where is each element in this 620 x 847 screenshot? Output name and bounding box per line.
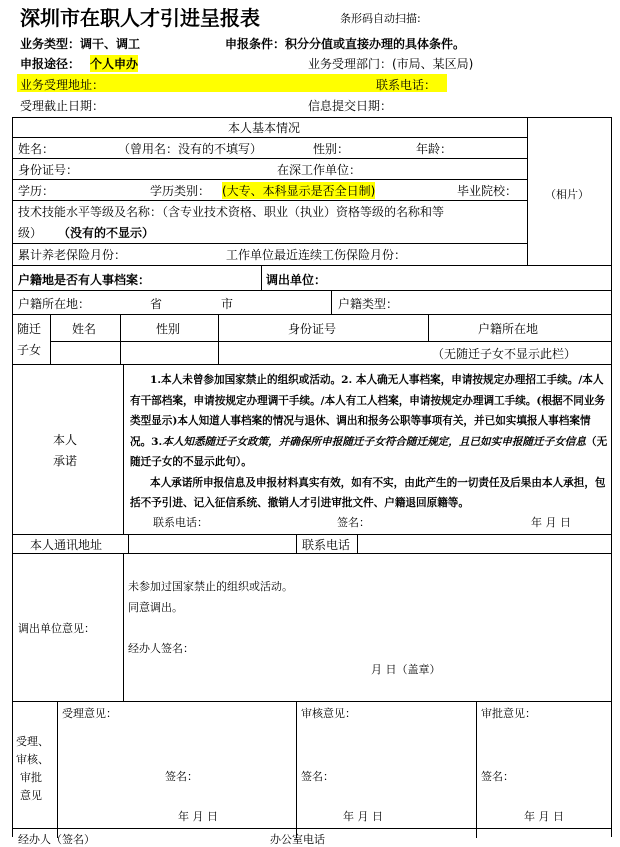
transfer-line-1: 未参加过国家禁止的组织或活动。 xyxy=(128,580,293,593)
transfer-date-seal[interactable]: 月 日（盖章） xyxy=(371,663,441,676)
approval-label-2: 审核、 xyxy=(16,753,49,766)
children-header-gender: 性别 xyxy=(156,322,181,336)
submit-date: 信息提交日期： xyxy=(308,99,393,113)
accept-sign[interactable]: 签名： xyxy=(165,770,198,783)
gender-field[interactable]: 性别： xyxy=(313,142,350,156)
apply-route-value: 个人申办 xyxy=(90,57,139,71)
approval-label-4: 意见 xyxy=(20,789,42,802)
approve-date[interactable]: 年 月 日 xyxy=(524,810,564,823)
transfer-line-2: 同意调出。 xyxy=(128,601,183,614)
age-field[interactable]: 年龄： xyxy=(416,142,453,156)
children-header-name: 姓名 xyxy=(72,322,97,336)
business-type: 业务类型：调干、调工 xyxy=(20,37,141,51)
education-type-label: 学历类别： xyxy=(150,184,211,198)
former-name-field[interactable]: （曾用名：没有的不填写） xyxy=(118,142,263,156)
comm-address-label: 本人通讯地址 xyxy=(30,538,103,552)
pension-months-field[interactable]: 累计养老保险月份： xyxy=(18,248,127,262)
accept-date[interactable]: 年 月 日 xyxy=(178,810,218,823)
approve-sign[interactable]: 签名： xyxy=(481,770,514,783)
transfer-handler-sign[interactable]: 经办人签名： xyxy=(128,642,194,655)
service-address: 业务受理地址： xyxy=(20,78,105,92)
review-date[interactable]: 年 月 日 xyxy=(343,810,383,823)
approval-label-1: 受理、 xyxy=(16,735,49,748)
page-title: 深圳市在职人才引进呈报表 xyxy=(20,6,260,30)
name-field[interactable]: 姓名： xyxy=(18,142,55,156)
children-label-2: 子女 xyxy=(17,343,42,357)
children-note: （无随迁子女不显示此栏） xyxy=(432,347,577,361)
commitment-label-1: 本人 xyxy=(53,433,78,447)
skill-level-line2: 级） xyxy=(18,226,43,240)
commitment-label-2: 承诺 xyxy=(53,454,78,468)
archive-question[interactable]: 户籍地是否有人事档案： xyxy=(18,273,151,287)
barcode-label: 条形码自动扫描: xyxy=(340,12,421,25)
commitment-text xyxy=(130,370,610,514)
approval-label-3: 审批 xyxy=(20,771,42,784)
footer-office-phone: 办公室电话 xyxy=(270,833,325,846)
apply-route-label: 申报途径： xyxy=(20,57,81,71)
hukou-type-field[interactable]: 户籍类型： xyxy=(338,297,399,311)
review-opinion-label[interactable]: 审核意见： xyxy=(301,707,356,720)
province-label: 省 xyxy=(150,297,163,311)
id-number-field[interactable]: 身份证号： xyxy=(18,163,79,177)
skill-level-line1: 技术技能水平等级及名称：（含专业技术资格、职业（执业）资格等级的名称和等 xyxy=(18,205,445,219)
service-dept: 业务受理部门：(市局、某区局) xyxy=(308,57,474,71)
hukou-location-field[interactable]: 户籍所在地： xyxy=(18,297,91,311)
school-field[interactable]: 毕业院校： xyxy=(457,184,518,198)
transfer-unit-field[interactable]: 调出单位： xyxy=(266,273,327,287)
children-header-id: 身份证号 xyxy=(288,322,337,336)
skill-level-note: （没有的不显示） xyxy=(58,226,155,240)
injury-insurance-field[interactable]: 工作单位最近连续工伤保险月份： xyxy=(226,248,407,262)
approve-opinion-label[interactable]: 审批意见： xyxy=(481,707,536,720)
children-header-hukou: 户籍所在地 xyxy=(478,322,539,336)
commitment-paragraph-2: 本人承诺所申报信息及申报材料真实有效，如有不实，由此产生的一切责任及后果由本人承担，包括不予引进、记入征信系统、撤销人才引进审批文件、户籍退回原籍等。 xyxy=(130,476,606,509)
commitment-date[interactable]: 年 月 日 xyxy=(531,516,571,529)
transfer-opinion-label: 调出单位意见： xyxy=(18,622,95,635)
accept-opinion-label[interactable]: 受理意见： xyxy=(62,707,117,720)
section-basic-title: 本人基本情况 xyxy=(228,121,301,135)
employer-field[interactable]: 在深工作单位： xyxy=(277,163,362,177)
footer-handler: 经办人（签名） xyxy=(18,833,95,846)
review-sign[interactable]: 签名： xyxy=(301,770,334,783)
commitment-sign[interactable]: 签名： xyxy=(337,516,370,529)
deadline-date: 受理截止日期： xyxy=(20,99,105,113)
city-label: 市 xyxy=(221,297,234,311)
commitment-phone[interactable]: 联系电话： xyxy=(153,516,208,529)
education-field[interactable]: 学历： xyxy=(18,184,55,198)
education-type-value[interactable]: (大专、本科显示是否全日制) xyxy=(222,184,376,198)
photo-placeholder[interactable]: （相片） xyxy=(545,188,589,201)
apply-condition: 申报条件：积分分值或直接办理的具体条件。 xyxy=(225,37,466,51)
service-phone: 联系电话： xyxy=(376,78,437,92)
commitment-paragraph-1: 1.本人未曾参加国家禁止的组织或活动。2. 本人确无人事档案，申请按规定办理招工手续。/本人有干部档案，申请按规定办理调干手续。/本人有工人档案，申请按规定办理调工手续。(根据不同业务类型显示)本人知道人事档案的情况与退休、调出和报务公职等事项有关，并已如实填报人事档案情况。3.本人知悉随迁子女政策，并确保所申报随迁子女符合随迁规定，且已如实申报随迁子女信息（无随迁子女的不显示此句）。 xyxy=(130,374,608,468)
comm-phone-label: 联系电话 xyxy=(302,538,351,552)
children-label-1: 随迁 xyxy=(17,322,42,336)
